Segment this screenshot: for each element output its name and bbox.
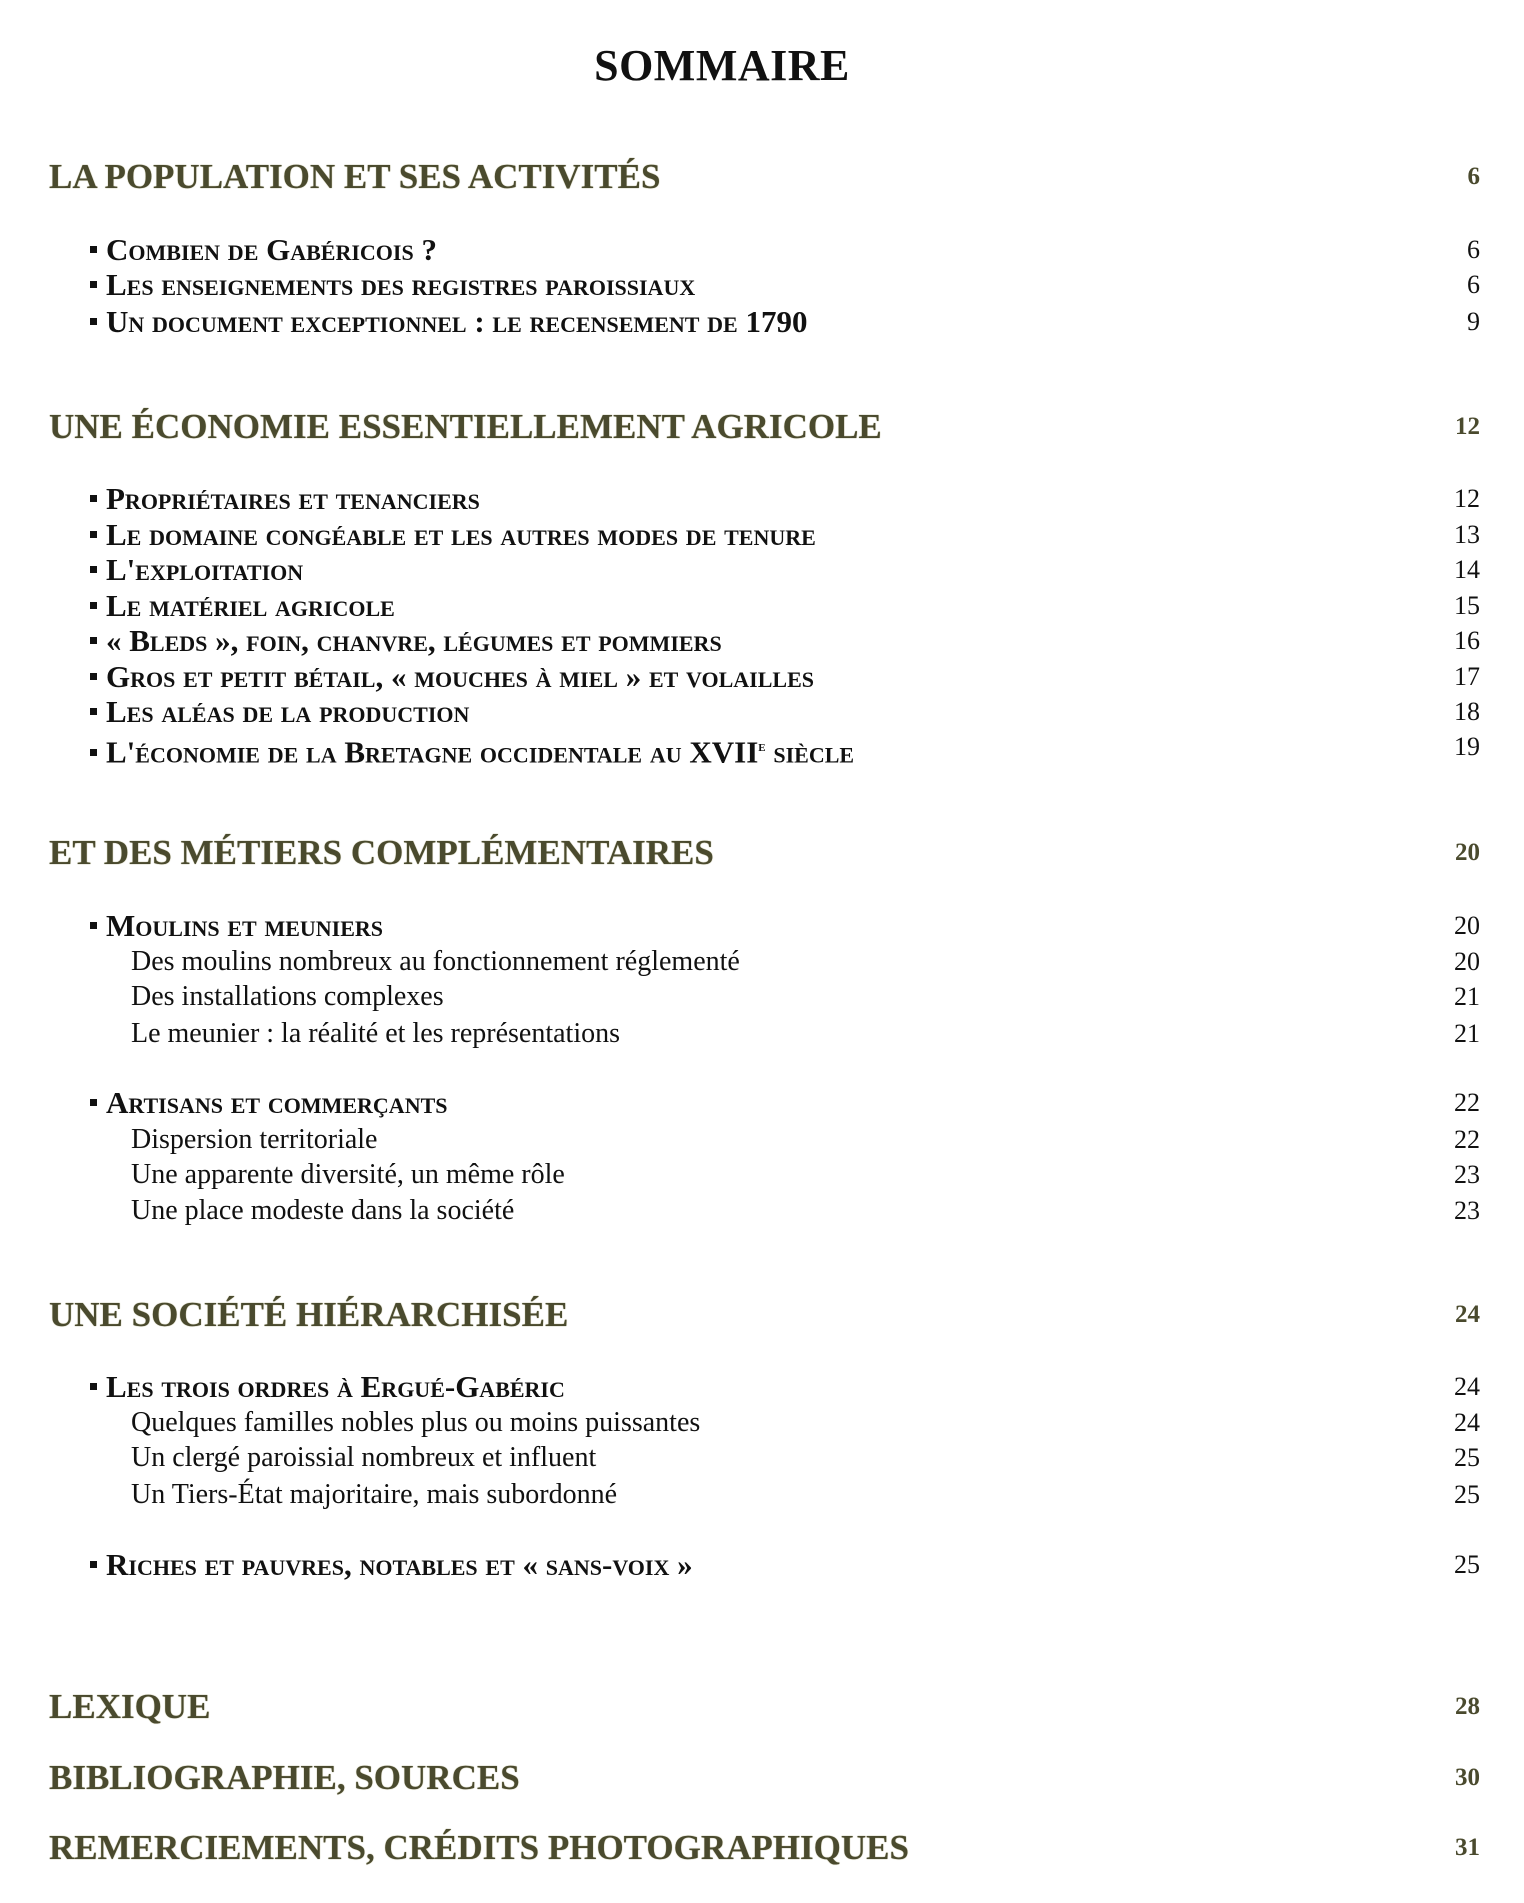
page-number: 6	[1467, 163, 1480, 190]
subitem-title: Une place modeste dans la société	[131, 1195, 515, 1226]
item-title	[90, 728, 854, 771]
section-title: LEXIQUE	[49, 1687, 211, 1726]
page-number: 14	[1454, 555, 1480, 584]
page-number: 15	[1454, 591, 1480, 620]
toc-item[interactable]	[0, 551, 1480, 589]
toc-subitem[interactable]	[0, 1121, 1480, 1159]
item-title: Un document exceptionnel : le recensement de 1790	[90, 303, 808, 341]
toc-subitem[interactable]	[0, 1476, 1480, 1514]
toc-item[interactable]	[0, 231, 1480, 269]
page-number: 9	[1467, 307, 1480, 336]
subitem-title: Un Tiers-État majoritaire, mais subordonné	[131, 1479, 618, 1510]
page-number: 6	[1467, 270, 1480, 299]
toc-item[interactable]	[0, 587, 1480, 625]
page-number: 24	[1454, 1408, 1480, 1437]
page-number: 31	[1455, 1834, 1480, 1861]
toc-subitem[interactable]	[0, 1015, 1480, 1053]
toc-section[interactable]	[0, 1759, 1480, 1797]
page-number: 20	[1454, 947, 1480, 976]
toc-subitem[interactable]	[0, 1156, 1480, 1194]
page-number: 19	[1454, 732, 1480, 761]
page-number: 23	[1454, 1196, 1480, 1225]
subitem-title: Quelques familles nobles plus ou moins puissantes	[131, 1407, 701, 1438]
page-title: SOMMAIRE	[594, 41, 850, 90]
item-title-end: siècle	[765, 734, 855, 770]
toc-section[interactable]	[0, 1296, 1480, 1334]
toc-item[interactable]	[0, 266, 1480, 304]
toc-section[interactable]	[0, 1829, 1480, 1867]
subitem-title: Un clergé paroissial nombreux et influent	[131, 1442, 597, 1473]
page-number: 24	[1455, 1301, 1480, 1328]
section-title: ET DES MÉTIERS COMPLÉMENTAIRES	[49, 833, 714, 872]
toc-subitem[interactable]	[0, 943, 1480, 981]
page-number: 21	[1454, 1019, 1480, 1048]
section-title: BIBLIOGRAPHIE, SOURCES	[49, 1758, 520, 1797]
toc-subitem[interactable]	[0, 1404, 1480, 1442]
section-title: REMERCIEMENTS, CRÉDITS PHOTOGRAPHIQUES	[49, 1828, 909, 1867]
page-number: 12	[1455, 413, 1480, 440]
page-number: 21	[1454, 982, 1480, 1011]
toc-item[interactable]	[0, 693, 1480, 731]
superscript: e	[758, 738, 766, 755]
toc-item[interactable]	[0, 622, 1480, 660]
page-number: 24	[1454, 1372, 1480, 1401]
section-title: LA POPULATION ET SES ACTIVITÉS	[49, 157, 661, 196]
page-number: 22	[1454, 1088, 1480, 1117]
item-title: Le domaine congéable et les autres modes de tenure	[90, 516, 816, 554]
section-title: UNE ÉCONOMIE ESSENTIELLEMENT AGRICOLE	[49, 407, 882, 446]
toc-item[interactable]	[0, 516, 1480, 554]
subitem-title: Des installations complexes	[131, 981, 444, 1012]
toc-section[interactable]	[0, 158, 1480, 196]
page-number: 16	[1454, 626, 1480, 655]
item-title: Gros et petit bétail, « mouches à miel » et volailles	[90, 658, 814, 696]
item-title: Combien de Gabéricois ?	[90, 231, 437, 269]
page-number: 6	[1467, 235, 1480, 264]
page-number: 25	[1454, 1443, 1480, 1472]
toc-item[interactable]	[0, 658, 1480, 696]
item-title: Artisans et commerçants	[90, 1084, 448, 1122]
toc-subitem[interactable]	[0, 1192, 1480, 1230]
toc-section[interactable]	[0, 408, 1480, 446]
subitem-title: Le meunier : la réalité et les représentations	[131, 1018, 621, 1049]
page-number: 25	[1454, 1550, 1480, 1579]
item-title: L'exploitation	[90, 551, 303, 589]
toc-item[interactable]	[0, 1084, 1480, 1122]
item-title: Les enseignements des registres paroissiaux	[90, 266, 695, 304]
section-title: UNE SOCIÉTÉ HIÉRARCHISÉE	[49, 1295, 569, 1334]
item-title: Le matériel agricole	[90, 587, 395, 625]
page-number: 20	[1454, 911, 1480, 940]
toc-section[interactable]	[0, 834, 1480, 872]
item-title: « Bleds », foin, chanvre, légumes et pommiers	[90, 622, 722, 660]
page-number: 22	[1454, 1125, 1480, 1154]
toc-section[interactable]	[0, 1688, 1480, 1726]
page-number: 18	[1454, 697, 1480, 726]
subitem-title: Dispersion territoriale	[131, 1124, 378, 1155]
page-number: 13	[1454, 520, 1480, 549]
subitem-title: Une apparente diversité, un même rôle	[131, 1159, 565, 1190]
page-number: 23	[1454, 1160, 1480, 1189]
toc-item[interactable]	[0, 907, 1480, 945]
page-number: 12	[1454, 484, 1480, 513]
toc-item[interactable]	[0, 1546, 1480, 1584]
subitem-title: Des moulins nombreux au fonctionnement réglementé	[131, 946, 740, 977]
toc-item[interactable]	[0, 728, 1480, 770]
page-number: 20	[1455, 839, 1480, 866]
item-title: Riches et pauvres, notables et « sans-voix »	[90, 1546, 693, 1584]
page-number: 30	[1455, 1764, 1480, 1791]
page-number: 25	[1454, 1480, 1480, 1509]
page-number: 17	[1454, 662, 1480, 691]
item-title: Les aléas de la production	[90, 693, 469, 731]
toc-item[interactable]	[0, 303, 1480, 341]
page-number: 28	[1455, 1693, 1480, 1720]
toc-item[interactable]	[0, 1368, 1480, 1406]
item-title: Moulins et meuniers	[90, 907, 383, 945]
toc-subitem[interactable]	[0, 1439, 1480, 1477]
item-title: Les trois ordres à Ergué-Gabéric	[90, 1368, 565, 1406]
toc-item[interactable]	[0, 480, 1480, 518]
toc-subitem[interactable]	[0, 978, 1480, 1016]
item-title-main: L'économie de la Bretagne occidentale au XVII	[106, 734, 759, 770]
item-title: Propriétaires et tenanciers	[90, 480, 480, 518]
